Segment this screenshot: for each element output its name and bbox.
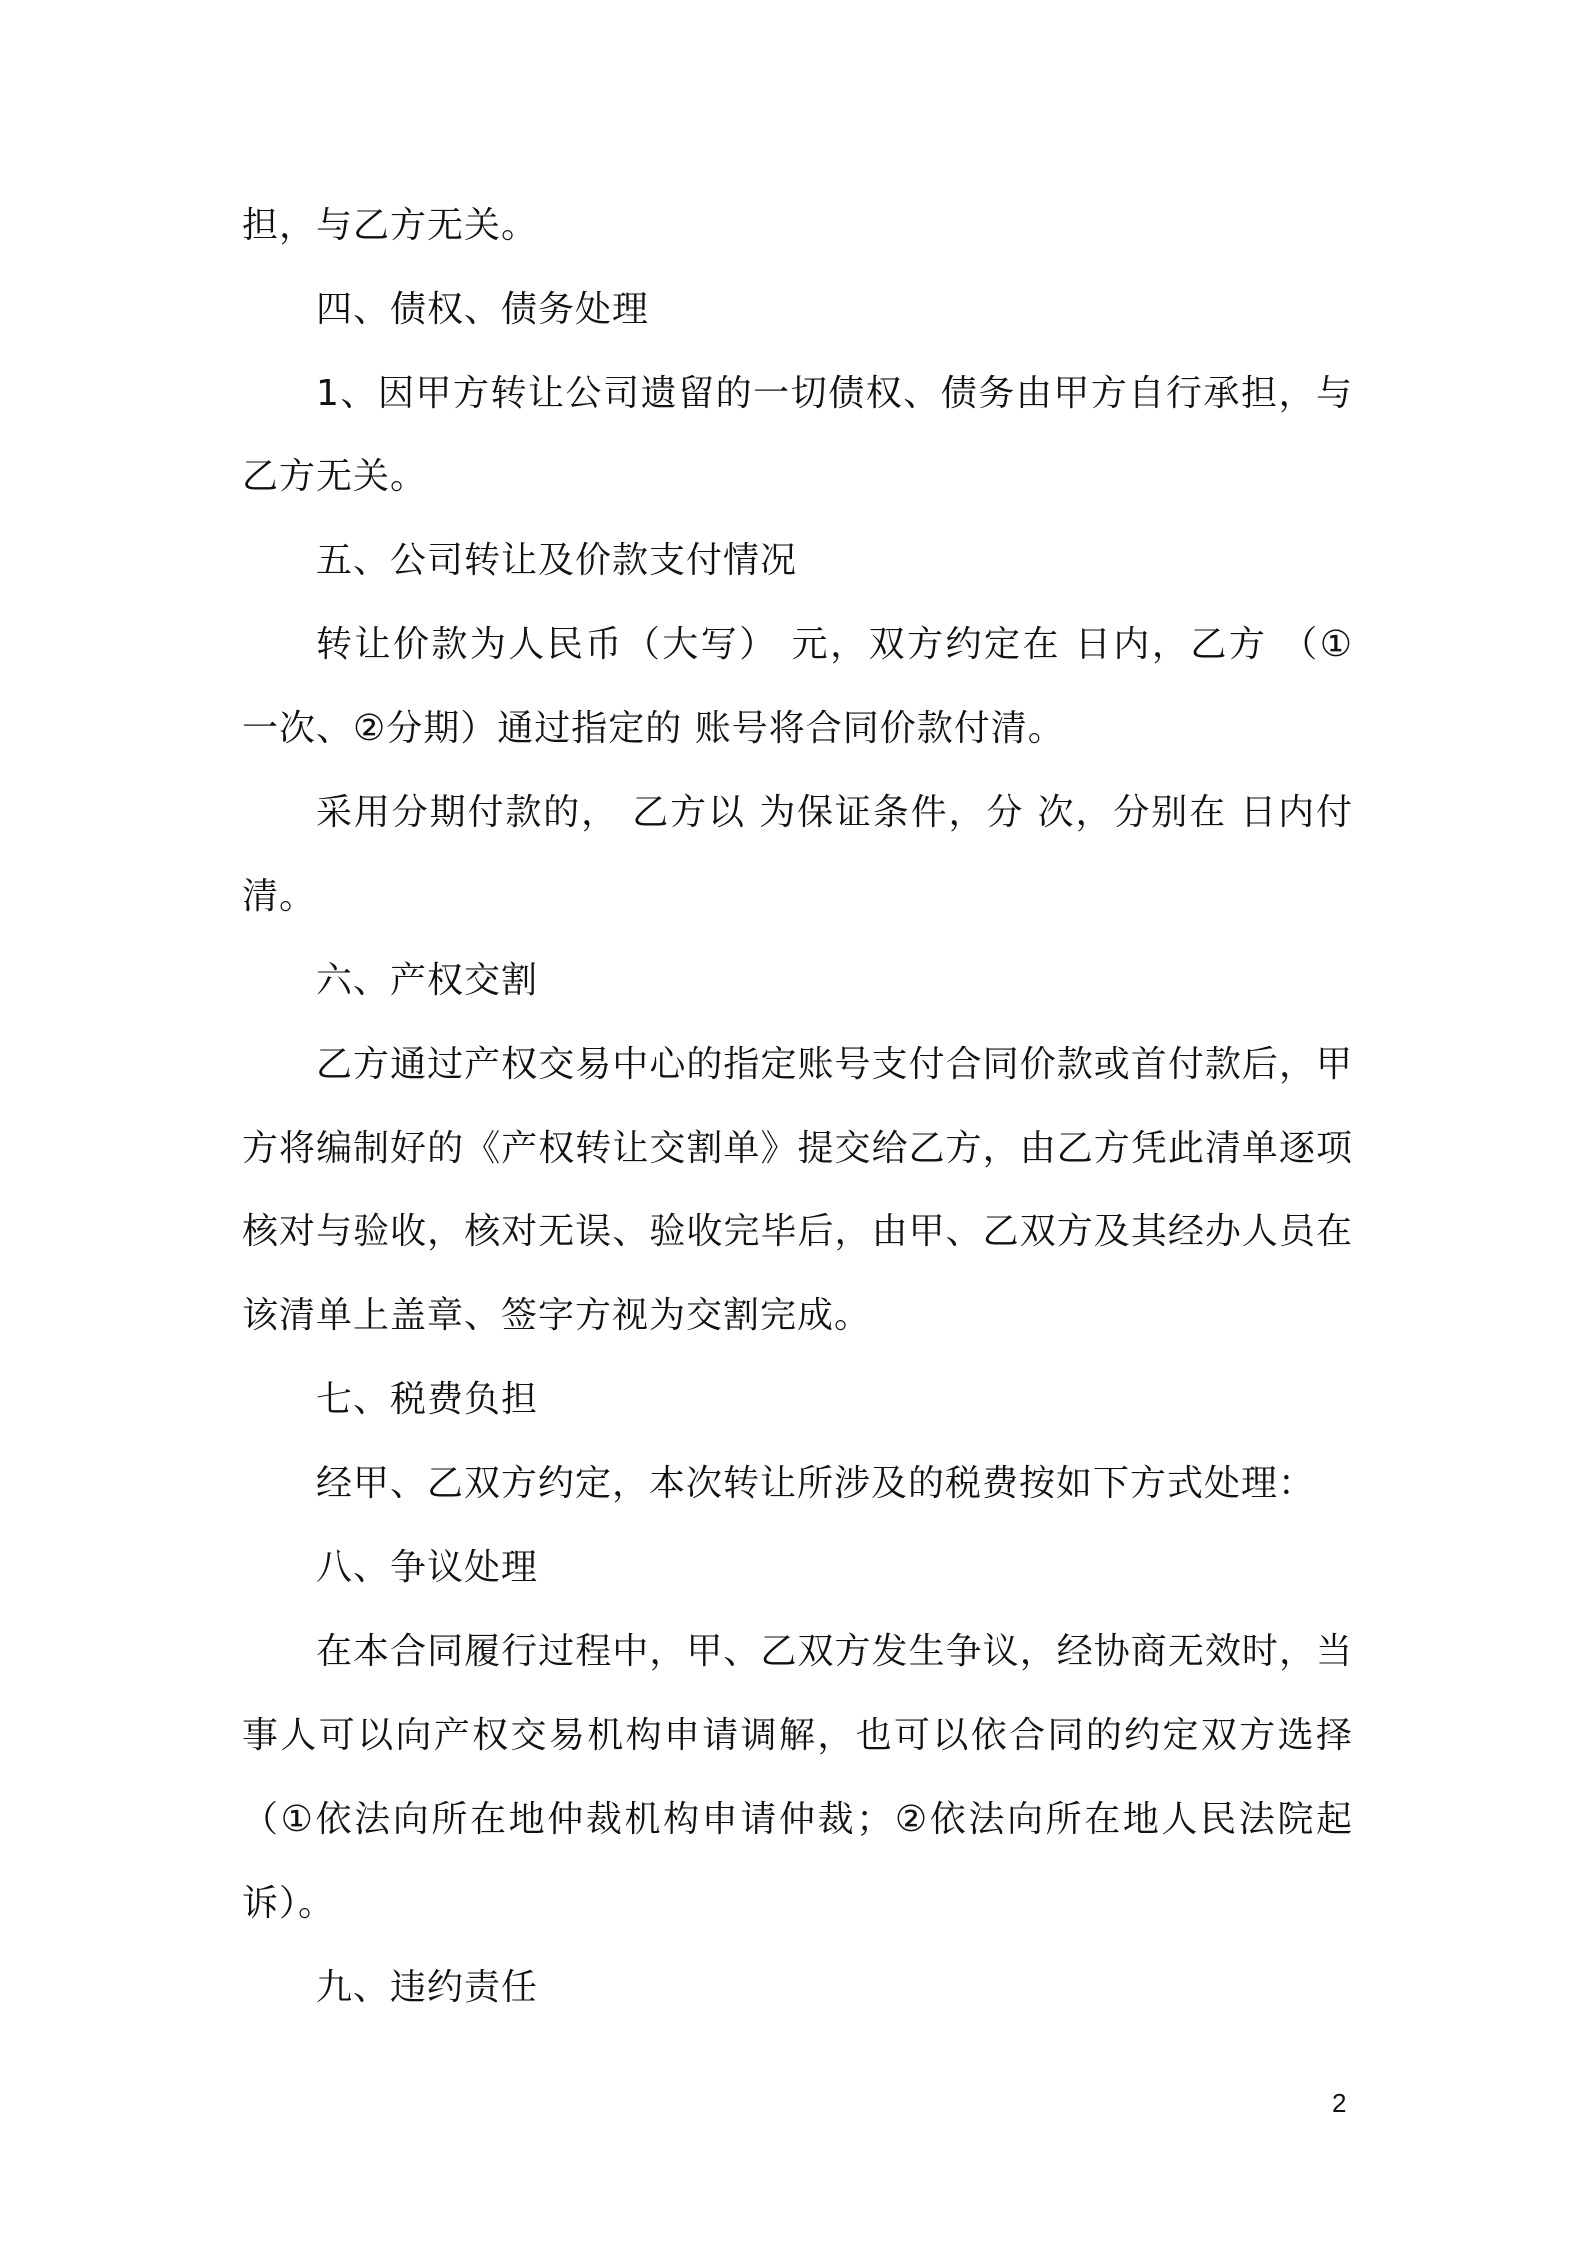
section-heading-7: 七、税费负担	[316, 1379, 539, 1420]
paragraph-line: 核对与验收，核对无误、验收完毕后，由甲、乙双方及其经办人员在	[242, 1211, 1352, 1252]
paragraph-line: 清。	[242, 876, 317, 917]
paragraph-line: 担，与乙方无关。	[242, 205, 539, 246]
paragraph-line: 方将编制好的《产权转让交割单》提交给乙方，由乙方凭此清单逐项	[242, 1128, 1352, 1169]
paragraph-line: 乙方通过产权交易中心的指定账号支付合同价款或首付款后，甲	[316, 1044, 1352, 1085]
paragraph-line: 经甲、乙双方约定，本次转让所涉及的税费按如下方式处理：	[316, 1463, 1316, 1504]
section-heading-6: 六、产权交割	[316, 960, 539, 1001]
paragraph-line: 乙方无关。	[242, 456, 428, 497]
section-heading-8: 八、争议处理	[316, 1547, 539, 1588]
paragraph-line: 1、因甲方转让公司遗留的一切债权、债务由甲方自行承担，与	[316, 373, 1352, 414]
paragraph-line: 事人可以向产权交易机构申请调解，也可以依合同的约定双方选择	[242, 1715, 1352, 1756]
paragraph-line: 转让价款为人民币（大写） 元，双方约定在 日内，乙方 （①	[316, 624, 1352, 665]
page-number: 2	[1332, 2088, 1347, 2118]
paragraph-line: 在本合同履行过程中，甲、乙双方发生争议，经协商无效时，当	[316, 1631, 1352, 1672]
section-heading-4: 四、债权、债务处理	[316, 289, 650, 330]
paragraph-line: （①依法向所在地仲裁机构申请仲裁；②依法向所在地人民法院起	[242, 1799, 1352, 1840]
paragraph-line: 一次、②分期）通过指定的 账号将合同价款付清。	[242, 708, 1065, 749]
section-heading-5: 五、公司转让及价款支付情况	[316, 540, 798, 581]
paragraph-line: 诉）。	[242, 1883, 336, 1924]
paragraph-line: 采用分期付款的， 乙方以 为保证条件，分 次，分别在 日内付	[316, 792, 1352, 833]
paragraph-line: 该清单上盖章、签字方视为交割完成。	[242, 1295, 872, 1336]
section-heading-9: 九、违约责任	[316, 1967, 539, 2008]
